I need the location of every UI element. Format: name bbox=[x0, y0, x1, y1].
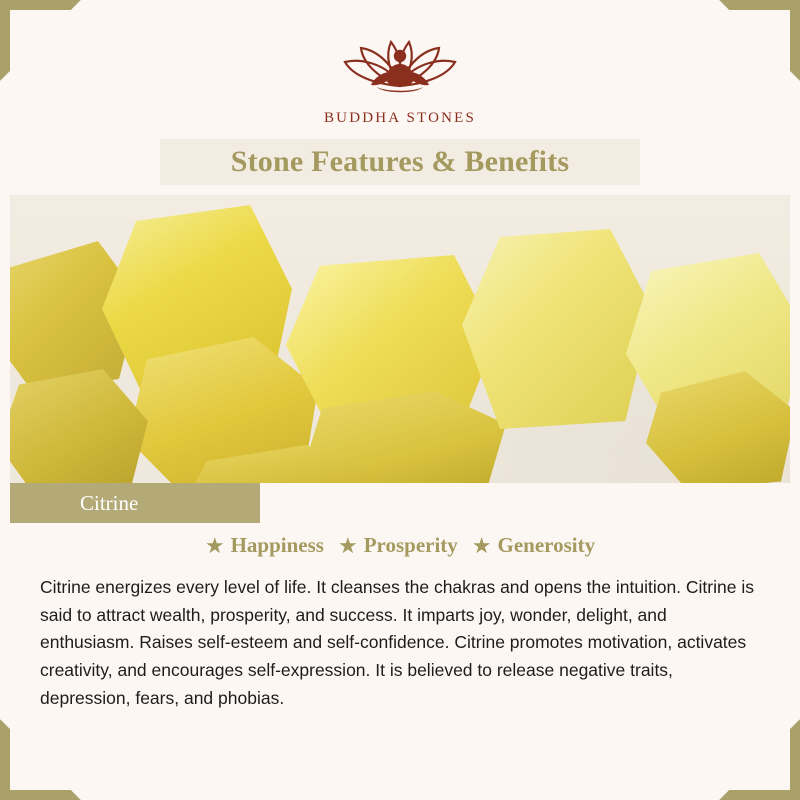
stone-description: Citrine energizes every level of life. It cleanses the chakras and opens the intuition. Citrine is said to attract wealth, prosperity, and success. It imparts joy, wonder, delight, and enthusiasm. Raises self-esteem and self-confidence. Citrine promotes motivation, activates creativity, and encourages self-expression. It is believed to release negative traits, depression, fears, and phobias. bbox=[40, 577, 754, 708]
star-icon: ★ bbox=[337, 532, 358, 558]
keyword-prosperity: Prosperity bbox=[363, 533, 458, 557]
brand-name: BUDDHA STONES bbox=[323, 110, 477, 126]
content-area bbox=[10, 10, 790, 790]
citrine-chunk bbox=[462, 229, 652, 429]
stone-name-bar bbox=[10, 483, 790, 523]
title-banner bbox=[160, 139, 640, 185]
brand-logo bbox=[10, 10, 790, 127]
star-icon: ★ bbox=[204, 532, 225, 558]
lotus-meditation-icon bbox=[305, 28, 495, 106]
page-title: Stone Features & Benefits bbox=[230, 145, 570, 178]
stone-name: Citrine bbox=[80, 491, 139, 515]
keyword-happiness: Happiness bbox=[230, 533, 324, 557]
keyword-generosity: Generosity bbox=[497, 533, 596, 557]
keyword-list bbox=[10, 533, 790, 558]
hero-image bbox=[10, 195, 790, 483]
star-icon: ★ bbox=[471, 532, 492, 558]
